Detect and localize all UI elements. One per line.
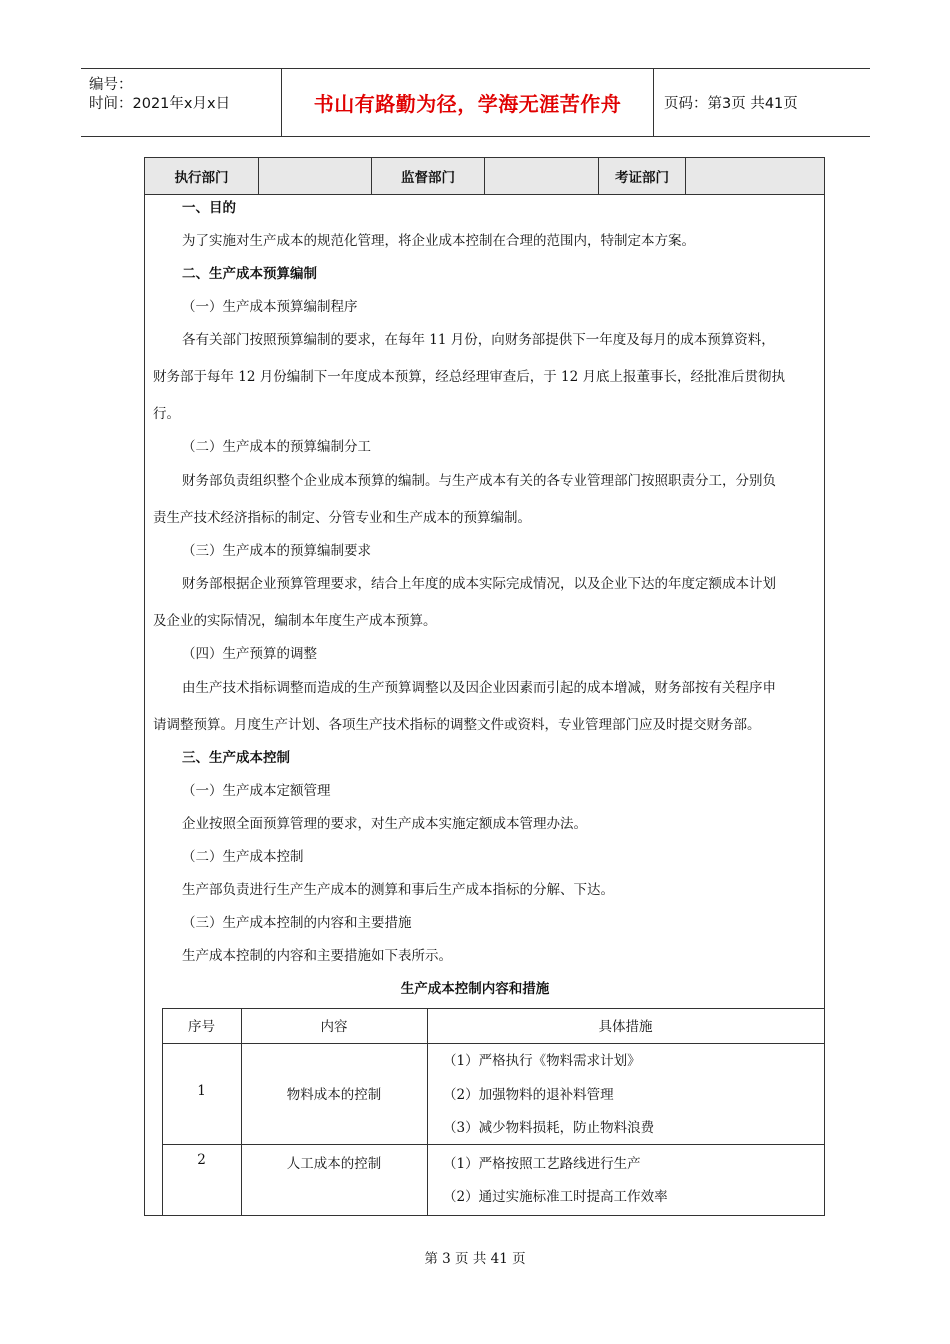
subsection-heading: （一）生产成本预算编制程序: [182, 299, 358, 315]
paragraph: 及企业的实际情况，编制本年度生产成本预算。: [153, 613, 437, 629]
table-header-cell: 序号: [188, 1019, 215, 1035]
table-cell-content: 人工成本的控制: [286, 1156, 382, 1172]
header-page-info: 页码：第3页 共41页: [664, 96, 798, 112]
exec-dept-label: 执行部门: [145, 158, 259, 194]
paragraph: 为了实施对生产成本的规范化管理，将企业成本控制在合理的范围内，特制定本方案。: [182, 233, 695, 249]
table-cell-content: 物料成本的控制: [286, 1087, 382, 1103]
paragraph: 财务部于每年 12 月份编制下一年度成本预算，经总经理审查后，于 12 月底上报董事长，经批准后贯彻执: [153, 369, 786, 385]
paragraph: 生产部负责进行生产生产成本的测算和事后生产成本指标的分解、下达。: [182, 882, 614, 898]
verify-dept-label: 考证部门: [599, 158, 686, 194]
paragraph: 财务部根据企业预算管理要求，结合上年度的成本实际完成情况，以及企业下达的年度定额成本计划: [182, 576, 776, 592]
subsection-heading: （三）生产成本控制的内容和主要措施: [182, 915, 412, 931]
cost-control-table: [162, 1008, 825, 1215]
table-rule: [162, 1144, 825, 1145]
subsection-heading: （一）生产成本定额管理: [182, 783, 331, 799]
paragraph: 生产成本控制的内容和主要措施如下表所示。: [182, 948, 452, 964]
subsection-heading: （三）生产成本的预算编制要求: [182, 543, 371, 559]
subsection-heading: （二）生产成本的预算编制分工: [182, 439, 371, 455]
document-number-label: 编号：: [89, 77, 133, 93]
table-cell-measure: （2）加强物料的退补料管理: [443, 1087, 614, 1103]
table-rule: [162, 1008, 163, 1215]
paragraph: 责生产技术经济指标的制定、分管专业和生产成本的预算编制。: [153, 510, 531, 526]
table-header-cell: 具体措施: [598, 1019, 653, 1035]
table-rule: [241, 1008, 242, 1215]
subsection-heading: （二）生产成本控制: [182, 849, 304, 865]
document-date: 时间：2021年x月x日: [89, 96, 231, 112]
table-cell-measure: （1）严格执行《物料需求计划》: [443, 1053, 641, 1069]
table-title: 生产成本控制内容和措施: [400, 981, 550, 997]
table-rule: [162, 1008, 825, 1009]
verify-dept-value: [686, 158, 824, 194]
subsection-heading: （四）生产预算的调整: [182, 646, 317, 662]
table-cell-measure: （2）通过实施标准工时提高工作效率: [443, 1189, 668, 1205]
supervise-dept-value: [485, 158, 599, 194]
table-cell-measure: （1）严格按照工艺路线进行生产: [443, 1156, 641, 1172]
table-cell-measure: （3）减少物料损耗，防止物料浪费: [443, 1120, 655, 1136]
header-meta: [81, 69, 282, 136]
document-header: [81, 68, 870, 137]
exec-dept-value: [259, 158, 372, 194]
header-motto-cell: [282, 69, 654, 136]
paragraph: 请调整预算。月度生产计划、各项生产技术指标的调整文件或资料，专业管理部门应及时提交财务部。: [153, 717, 761, 733]
section-heading: 二、生产成本预算编制: [182, 266, 317, 282]
paragraph: 企业按照全面预算管理的要求，对生产成本实施定额成本管理办法。: [182, 816, 587, 832]
table-header-cell: 内容: [320, 1019, 348, 1035]
table-rule: [824, 1008, 825, 1215]
table-rule: [427, 1008, 428, 1215]
paragraph: 各有关部门按照预算编制的要求，在每年 11 月份，向财务部提供下一年度及每月的成本预算资料，: [182, 332, 775, 348]
section-heading: 三、生产成本控制: [182, 750, 290, 766]
table-cell-no: 1: [197, 1083, 206, 1099]
paragraph: 行。: [153, 406, 180, 422]
paragraph: 由生产技术指标调整而造成的生产预算调整以及因企业因素而引起的成本增减，财务部按有关程序申: [182, 680, 776, 696]
paragraph: 财务部负责组织整个企业成本预算的编制。与生产成本有关的各专业管理部门按照职责分工，分别负: [182, 473, 776, 489]
page-footer: 第 3 页 共 41 页: [424, 1251, 526, 1267]
table-rule: [162, 1043, 825, 1044]
header-motto: 书山有路勤为径，学海无涯苦作舟: [313, 92, 622, 116]
department-row: [145, 158, 824, 195]
supervise-dept-label: 监督部门: [372, 158, 485, 194]
table-cell-no: 2: [197, 1152, 206, 1168]
section-heading: 一、目的: [182, 200, 236, 216]
